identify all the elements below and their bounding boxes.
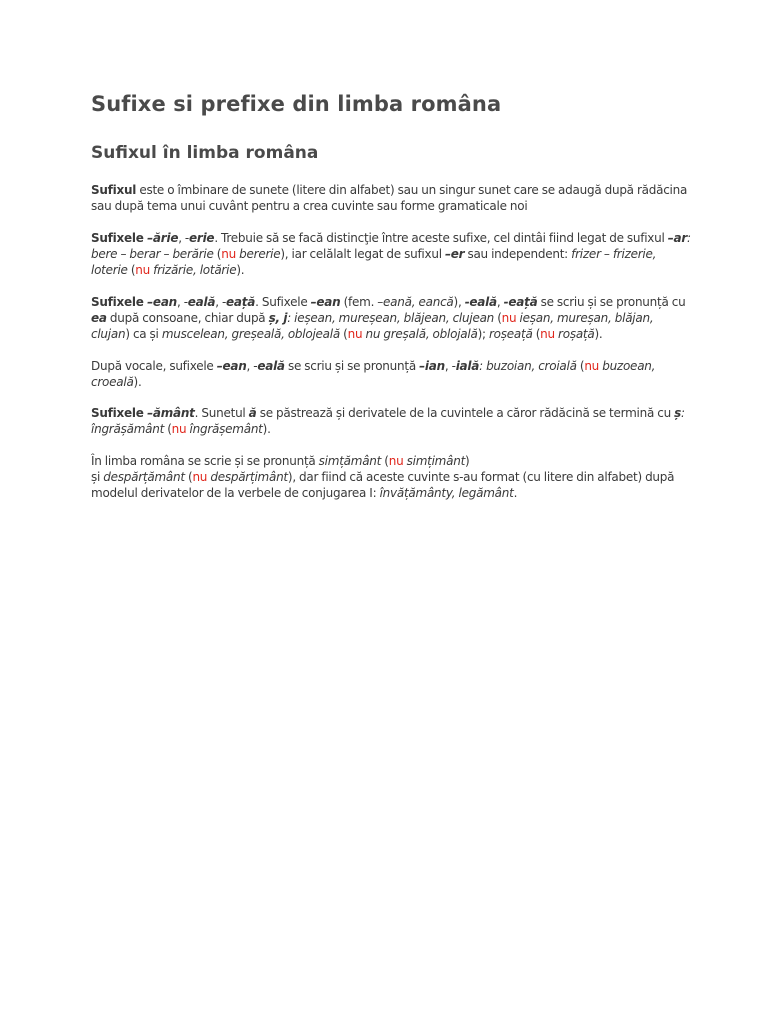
suffix: ială [455,359,480,373]
paragraph-simtamant: În limba româna se scrie și se pronunță simțământ (nu simțimânt) și despărțământ (nu despărțimânt), dar fiind că aceste cuvinte s-au format (cu litere din alfabet) după modelul derivatelor de la verbele de conjugarea I: învățământy, legământ. [91,454,675,500]
suffix: –ean [310,295,341,309]
example: roșață [554,327,595,341]
suffix: –ar [667,231,688,245]
paragraph-sufixele-ean-eala-eata: Sufixele –ean, -eală, -eață. Sufixele –ean (fem. –eană, eancă), -eală, -eață se scriu și se pronunță cu ea după consoane, chiar după ș, j: ieșean, mureșean, blăjean, clujean (nu ieșan, mureșan, blăjan, clujan) ca și muscelean, greșeală, oblojeală (nu nu greșală, oblojală); roșeață (nu roșață). [91,295,686,341]
example: învățământy, legământ [379,486,514,500]
nu-marker: nu [501,311,517,325]
paragraph-dupa-vocale: După vocale, sufixele –ean, -eală se scriu și se pronunță –ian, -ială: buzoian, croială (nu buzoean, croeală). [91,359,656,389]
suffix: –ian [419,359,445,373]
example: îngrășemânt [186,422,263,436]
example: despărțământ [103,470,185,484]
nu-marker: nu [192,470,208,484]
document-page [91,88,691,501]
example: : ieșean, mureșean, blăjean, clujean [287,311,495,325]
example: despărțimânt [207,470,288,484]
page-title: Sufixe si prefixe din limba româna [91,92,502,116]
suffix: eață [226,295,256,309]
nu-marker: nu [347,327,363,341]
paragraph-sufixele-arie-erie: Sufixele –ărie, -erie. Trebuie să se facă distincţie între aceste sufixe, cel dintâi fiind legat de sufixul –ar: bere – berar – berărie (nu bererie), iar celălalt legat de sufixul –er sau independent: frizer – frizerie, loterie (nu frizărie, lotărie). [91,231,691,277]
letters: ș, j [268,311,288,325]
example: frizer – frizerie, loterie [91,247,657,277]
example: –eană, eancă [377,295,454,309]
suffix: –er [444,247,465,261]
suffix: -eală [464,295,497,309]
letters: ea [91,311,107,325]
suffix: –ământ [143,406,195,420]
example: : îngrășământ [91,406,685,436]
example: simțimânt [403,454,466,468]
section-heading: Sufixul în limba româna [91,143,319,163]
example: : bere – berar – berărie [91,231,691,261]
nu-marker: nu [388,454,404,468]
nu-marker: nu [135,263,150,277]
paragraph-sufixele-amant: Sufixele –ământ. Sunetul ă se păstrează și derivatele de la cuvintele a căror rădăcină se termină cu ș: îngrășământ (nu îngrășemânt). [91,406,685,436]
suffix: -eață [503,295,538,309]
paragraph-text: este o îmbinare de sunete (litere din alfabet) sau un singur sunet care se adaugă după rădăcina sau după tema unui cuvânt pentru a crea cuvinte sau forme gramaticale noi [91,183,688,213]
term: Sufixul [91,183,137,197]
nu-marker: nu [584,359,600,373]
suffix: eală [187,295,216,309]
example: nu greșală, oblojală [362,327,478,341]
example: buzoean, croeală [91,359,656,389]
term: Sufixele [91,295,144,309]
example: ieșan, mureșan, blăjan, clujan [91,311,654,341]
term: Sufixele [91,231,144,245]
letters: ă [248,406,257,420]
nu-marker: nu [540,327,555,341]
suffix: –ărie [143,231,179,245]
paragraph-sufixul-definition [91,182,691,214]
letters: ș [674,406,681,420]
suffix: eală [257,359,285,373]
nu-marker: nu [221,247,236,261]
example: muscelean, greșeală, oblojeală [161,327,340,341]
nu-marker: nu [171,422,187,436]
example: frizărie, lotărie [150,263,237,277]
example: : buzoian, croială [479,359,577,373]
suffix: –ean [216,359,247,373]
example: bererie [235,247,281,261]
example: roșeață [488,327,533,341]
suffix: erie [189,231,215,245]
suffix: –ean [143,295,177,309]
term: Sufixele [91,406,144,420]
example: simțământ [318,454,382,468]
